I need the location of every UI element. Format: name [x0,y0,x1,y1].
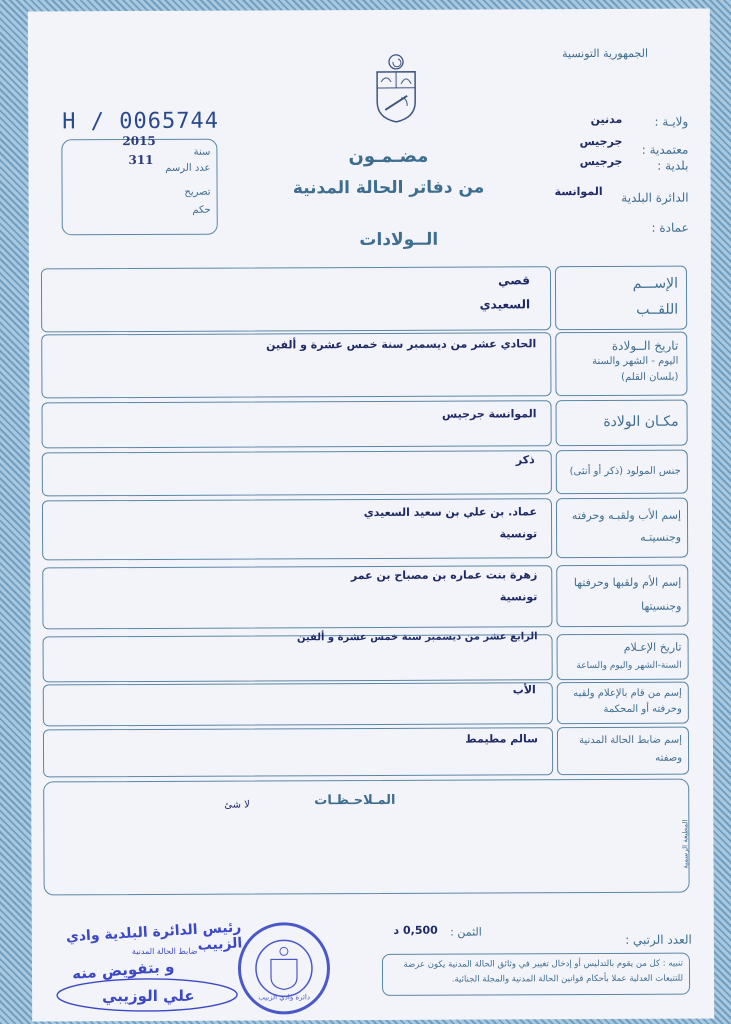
wilaya-label: ولايـة : [654,114,689,129]
birth-place-label-box [556,400,688,447]
district-label: الدائرة البلدية [621,190,689,205]
title-line-1: مضـمـون [348,145,429,168]
omda-label: عمادة : [651,220,689,235]
record-year-label: سنة [193,146,211,158]
mother-value-box [42,565,552,629]
birth-date-label-3: (بلسان القلم) [621,371,679,383]
father-label-box [556,498,688,559]
price-label: الثمن : [450,925,482,939]
declarant-label-box [557,682,689,725]
name-value: قصي [498,273,531,288]
rectangular-stamp: رئيس الدائرة البلدية وادي الزبيب [65,919,243,954]
officer-title: ضابط الحالة المدنية [131,946,198,957]
signer-name: علي الوزيبي [102,986,195,1006]
father-value: عماد. بن علي بن سعيد السعيدي [363,505,538,520]
coat-of-arms-icon [371,52,421,124]
officer-value: سالم مطيمط [465,732,539,746]
mother-nationality: تونسية [499,590,538,604]
price-value: 0,500 د [393,923,438,937]
declarant-value-box [43,682,553,726]
wilaya-value: مدنين [590,112,623,127]
record-number-box [61,133,217,236]
birth-place-label: مكـان الولادة [603,413,679,430]
delegation-value: جرجيس [579,134,623,149]
mother-label-box [556,565,688,628]
father-label-1: إسم الأب ولقبـه وحرفته [571,508,682,523]
mother-value: زهرة بنت عماره بن مصباح بن عمر [350,568,538,583]
mother-label-1: إسم الأم ولقبها وحرفتها [573,575,682,590]
record-year-value: 2015 [122,133,156,149]
notice-box [382,953,690,996]
birth-date-label-1: تاريخ الــولادة [611,338,679,353]
serial-number: H / 0065744 [62,108,220,135]
declarant-label-2: وحرفته أو المحكمة [603,703,682,715]
round-stamp [238,922,330,1014]
birth-date-label-2: اليوم - الشهر والسنة [592,355,679,368]
section-title: الــولادات [359,229,439,251]
serial-number-label: العدد الرتبي : [625,932,692,947]
delegate-text: و بتفويض منه [71,957,175,983]
sex-label-box [556,450,688,495]
surname-label: اللقــب [636,301,679,318]
sex-value: ذكر [515,453,535,467]
birth-date-label-box [555,332,687,397]
declaration-label: تصريح [184,186,211,198]
birth-date-value-box [41,332,551,398]
notice-text: تنبيه : كل من يقوم بالتدليس أو إدخال تغيير في وثائق الحالة المدنية يكون عرضة للتتبعات العدلية عملا بأحكام قوانين الحالة المدنية والمجلة الجنائية. [403,958,684,985]
declaration-date-value-box [43,631,553,682]
birth-place-value-box [42,400,552,448]
remarks-label: المـلاحـظـات [314,792,396,809]
declaration-date-label-1: تاريخ الإعـلام [623,640,682,654]
remarks-box [43,779,689,896]
judgment-label: حكم [192,204,211,216]
father-nationality: تونسية [499,527,538,541]
declarant-value: الأب [512,683,536,697]
name-label-box [555,266,687,331]
declaration-date-value: الرابع عشر من ديسمبر سنة خمس عشرة و ألفين [296,631,538,644]
declarant-label-1: إسم من قام بالإعلام ولقبه [573,687,682,700]
document-page [28,9,714,1022]
declaration-date-label-2: السنة-الشهر واليوم والساعة [576,660,682,672]
father-value-box [42,498,552,560]
print-code: المطبعة الرسمية [681,819,690,869]
republic-label: الجمهورية التونسية [562,46,649,61]
municipality-value: جرجيس [579,154,623,169]
district-value: الموانسة [554,184,603,199]
father-label-2: وجنسيتـه [640,530,682,544]
mother-label-2: وجنسيتها [641,599,682,613]
birth-place-value: الموانسة جرجيس [442,407,537,421]
name-value-box [41,266,551,332]
sex-value-box [42,450,552,496]
record-number-label: عدد الرسم [165,162,211,174]
sex-label: جنس المولود (ذكر أو أنثى) [569,465,681,478]
officer-label-1: إسم ضابط الحالة المدنية [579,734,683,747]
title-line-2: من دفاتر الحالة المدنية [292,177,485,199]
officer-label-2: وصفته [655,752,683,764]
officer-value-box [43,727,553,777]
remarks-value: لا شئ [224,799,250,811]
municipality-label: بلدية : [657,158,689,173]
birth-date-value: الحادي عشر من ديسمبر سنة خمس عشرة و ألفين [266,337,537,352]
surname-value: السعيدي [479,297,531,312]
officer-label-box [557,727,689,776]
delegation-label: معتمدية : [641,142,689,157]
name-label: الإســـم [632,275,679,292]
record-number-value: 311 [128,152,154,168]
declaration-date-label-box [557,634,689,681]
round-stamp-text: دائرة وادي الزبيب [258,993,311,1002]
